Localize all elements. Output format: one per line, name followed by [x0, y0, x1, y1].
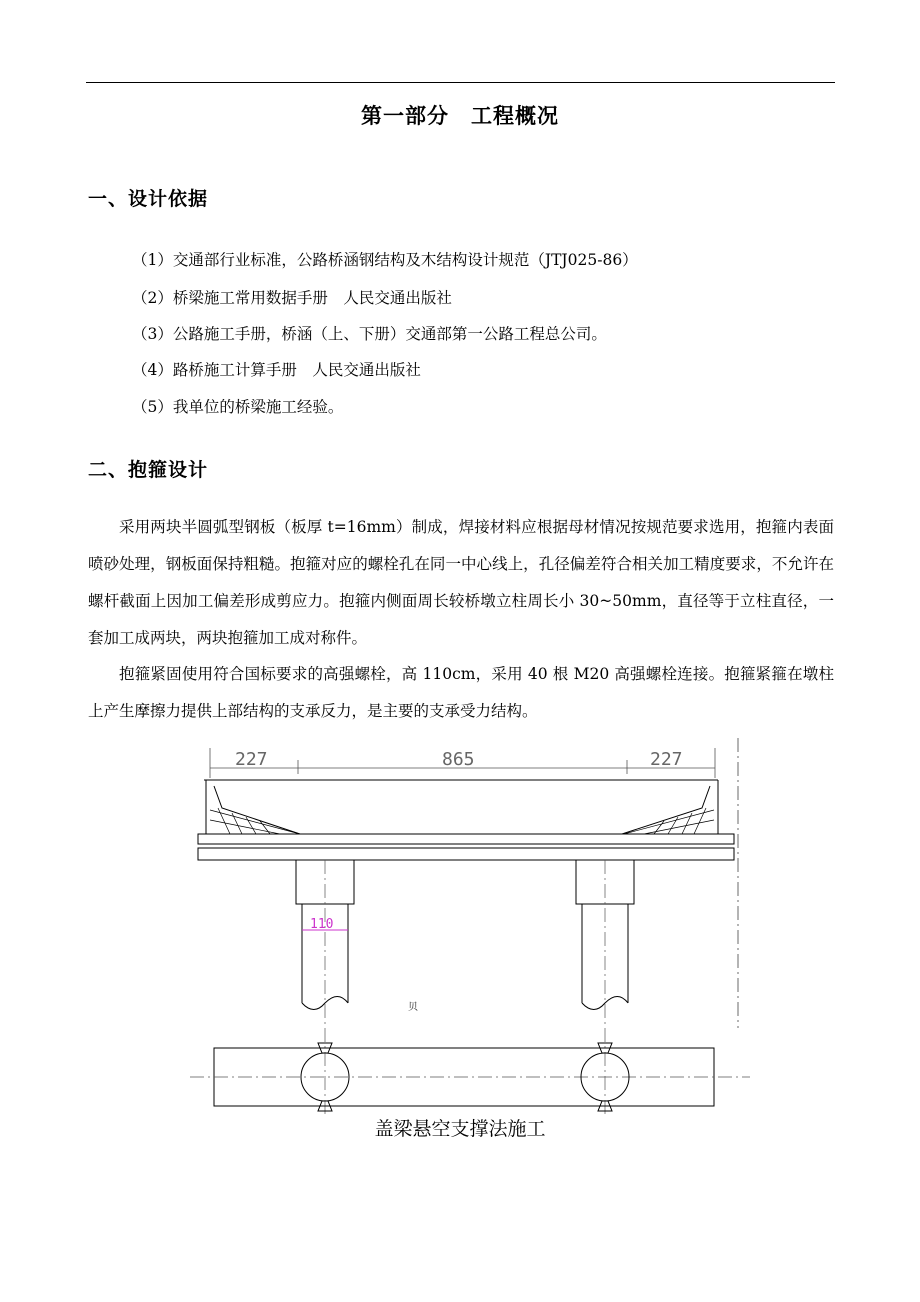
body-paragraph: 抱箍紧固使用符合国标要求的高强螺栓，高 110cm，采用 40 根 M20 高强螺栓连接。抱箍紧箍在墩柱上产生摩擦力提供上部结构的支承反力，是主要的支承受力结构。 [88, 665, 834, 720]
figure-caption: 盖梁悬空支撑法施工 [374, 1118, 546, 1140]
body-paragraph: 采用两块半圆弧型钢板（板厚 t=16mm）制成，焊接材料应根据母材情况按规范要求选用，抱箍内表面喷砂处理，钢板面保持粗糙。抱箍对应的螺栓孔在同一中心线上，孔径偏差符合相关加工精度要求，不允许在螺杆截面上因加工偏差形成剪应力。抱箍内侧面周长较桥墩立柱周长小 30~50mm，直径等于立柱直径，一套加工成两块，两块抱箍加工成对称件。 [88, 518, 834, 647]
hoop-dimension-label: 110 [310, 917, 334, 932]
page-title: 第一部分 工程概况 [361, 104, 559, 128]
reference-item: （3）公路施工手册，桥涵（上、下册）交通部第一公路工程总公司。 [132, 325, 607, 343]
bridge-support-drawing [190, 738, 750, 1118]
reference-item: （4）路桥施工计算手册 人民交通出版社 [132, 361, 421, 379]
drawing-note: 贝 [408, 1002, 418, 1013]
reference-item: （2）桥梁施工常用数据手册 人民交通出版社 [132, 289, 452, 307]
section1-heading: 一、设计依据 [88, 188, 209, 210]
reference-item: （1）交通部行业标准，公路桥涵钢结构及木结构设计规范（JTJ025-86） [132, 251, 638, 269]
header-rule [86, 82, 835, 83]
dimension-label-right: 227 [650, 749, 683, 770]
reference-item: （5）我单位的桥梁施工经验。 [132, 398, 344, 416]
dimension-label-left: 227 [235, 749, 268, 770]
dimension-label-middle: 865 [442, 749, 475, 770]
section2-heading: 二、抱箍设计 [88, 459, 209, 481]
